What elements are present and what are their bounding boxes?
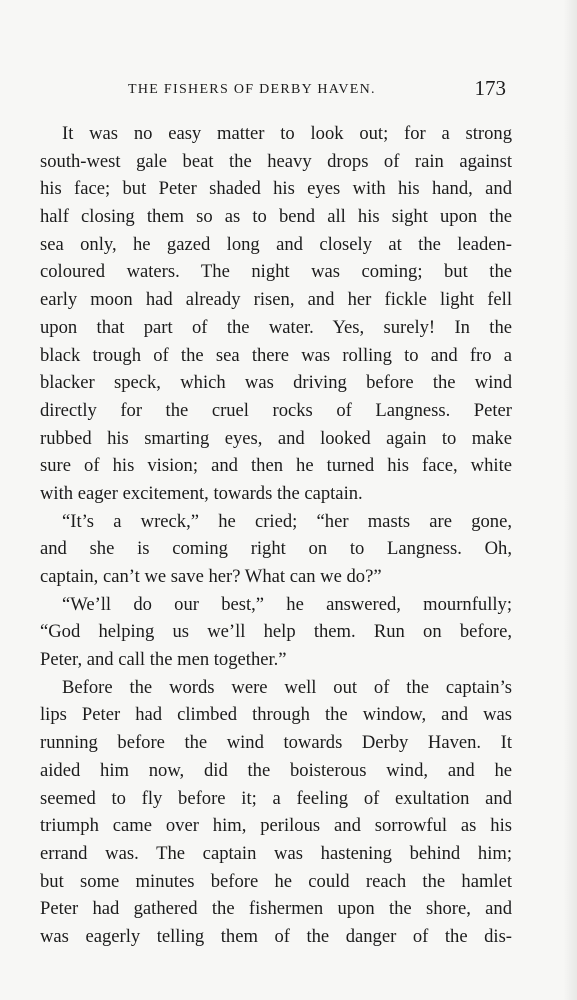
text-line: coloured waters. The night was coming; but the <box>40 261 512 283</box>
text-line: with eager excitement, towards the captain. <box>40 482 363 504</box>
text-line: lips Peter had climbed through the window, and was <box>40 704 512 726</box>
text-line: sure of his vision; and then he turned his face, white <box>40 455 512 477</box>
text-line: It was no easy matter to look out; for a strong <box>62 123 512 144</box>
text-line: and she is coming right on to Langness. Oh, <box>40 538 512 560</box>
text-line: captain, can’t we save her? What can we do?” <box>40 566 382 587</box>
text-line: his face; but Peter shaded his eyes with his hand, and <box>40 178 512 200</box>
text-line: “We’ll do our best,” he answered, mournfully; <box>62 593 512 615</box>
text-line: rubbed his smarting eyes, and looked again to make <box>40 427 512 449</box>
text-line: running before the wind towards Derby Haven. It <box>40 732 512 754</box>
text-line: directly for the cruel rocks of Langness. Peter <box>40 399 512 421</box>
text-line: black trough of the sea there was rolling to and fro a <box>40 344 512 366</box>
text-line: triumph came over him, perilous and sorrowful as his <box>40 815 512 837</box>
page-number: 173 <box>474 76 506 100</box>
text-line: early moon had already risen, and her fickle light fell <box>40 289 512 311</box>
text-line: “It’s a wreck,” he cried; “her masts are gone, <box>62 510 512 532</box>
text-line: sea only, he gazed long and closely at the leaden- <box>40 233 512 255</box>
text-line: upon that part of the water. Yes, surely! In the <box>40 316 512 338</box>
body-text <box>40 120 512 951</box>
text-line: blacker speck, which was driving before the wind <box>40 372 512 394</box>
text-line: aided him now, did the boisterous wind, and he <box>40 759 512 781</box>
running-title: THE FISHERS OF DERBY HAVEN. <box>128 82 376 97</box>
text-line: errand was. The captain was hastening behind him; <box>40 842 512 864</box>
text-line: Before the words were well out of the captain’s <box>62 676 512 698</box>
running-header <box>40 76 512 102</box>
text-line: Peter, and call the men together.” <box>40 649 287 671</box>
text-line: but some minutes before he could reach the hamlet <box>40 870 512 892</box>
text-line: south-west gale beat the heavy drops of rain against <box>40 150 512 172</box>
text-line: was eagerly telling them of the danger of the dis- <box>40 925 512 947</box>
text-line: seemed to fly before it; a feeling of exultation and <box>40 787 512 809</box>
text-line: Peter had gathered the fishermen upon the shore, and <box>40 898 512 920</box>
text-line: half closing them so as to bend all his sight upon the <box>40 206 512 228</box>
text-line: “God helping us we’ll help them. Run on before, <box>40 621 512 643</box>
